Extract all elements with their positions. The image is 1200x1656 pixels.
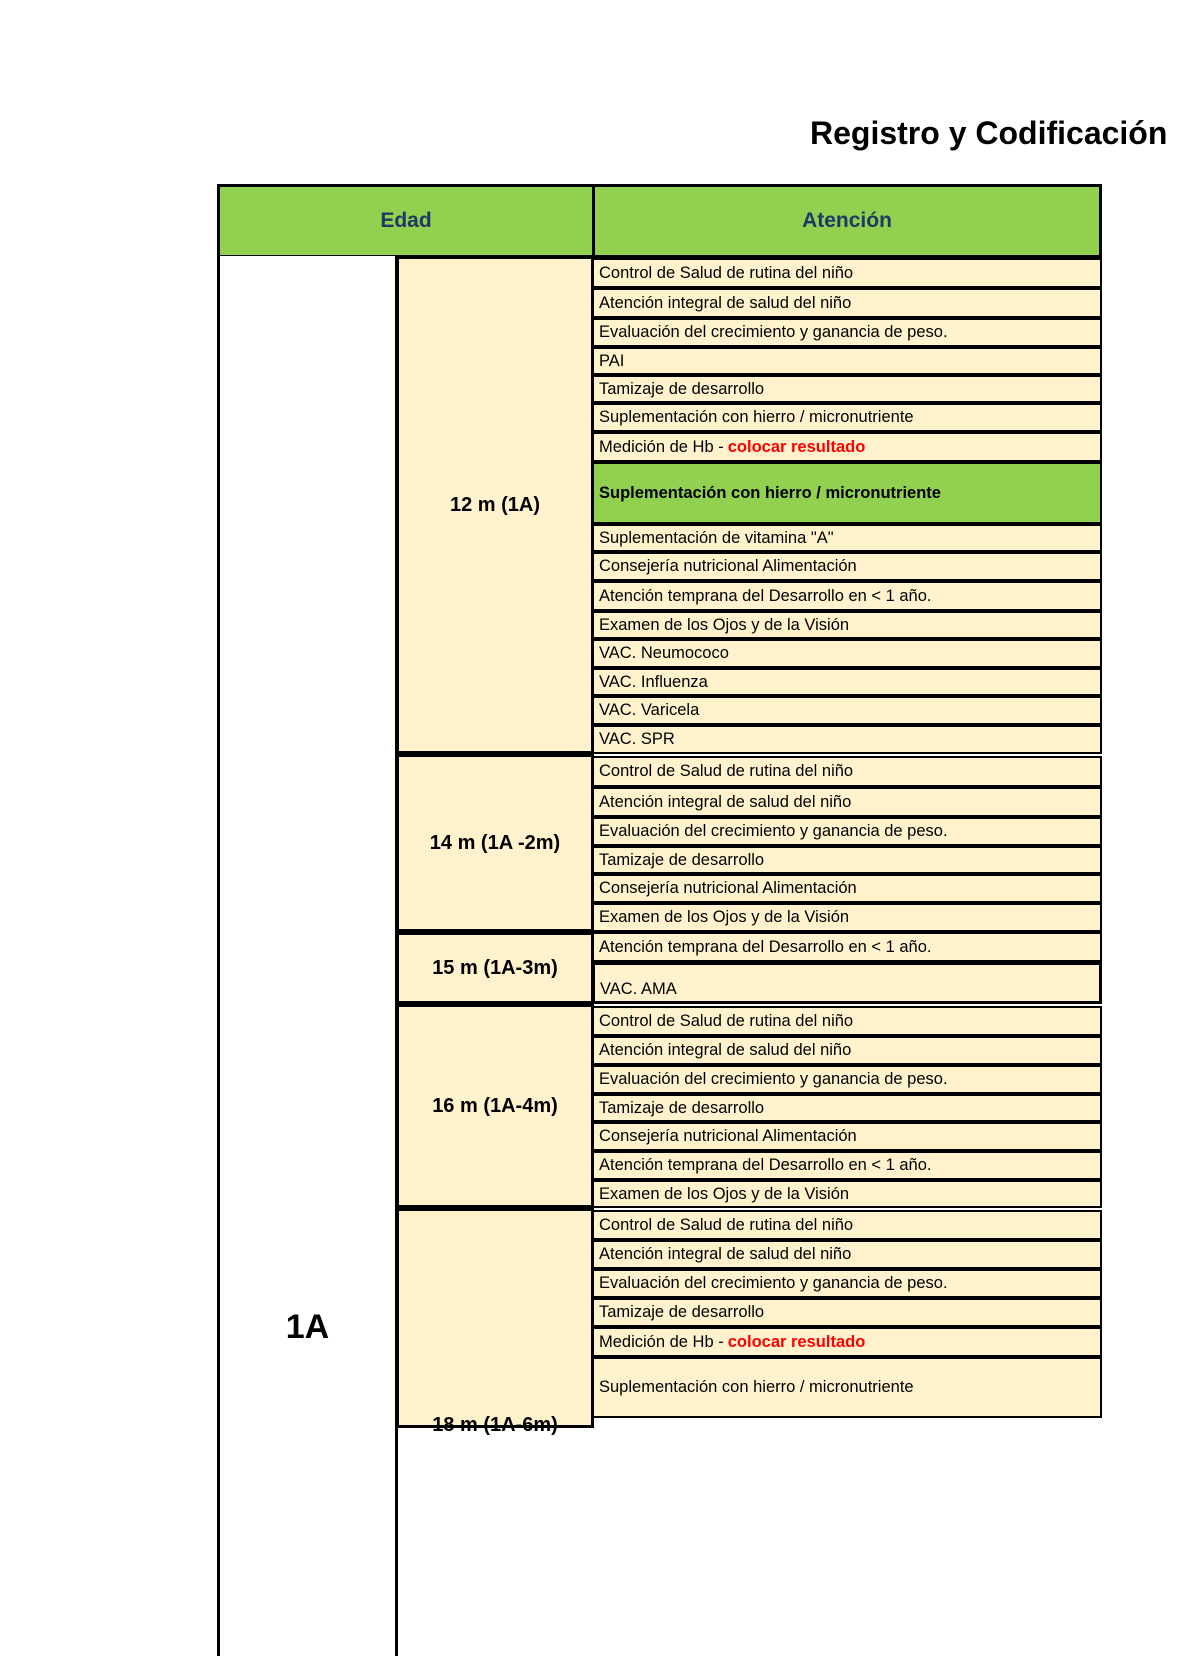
age-cell-18m [396, 1208, 594, 1436]
table-row: Atención integral de salud del niño [592, 288, 1102, 318]
table-row: Consejería nutricional Alimentación [592, 1122, 1102, 1151]
table-row: Control de Salud de rutina del niño [592, 756, 1102, 787]
table-row: VAC. Varicela [592, 696, 1102, 725]
table-row: VAC. AMA [592, 962, 1102, 1004]
table-row: VAC. Influenza [592, 668, 1102, 696]
table-row: Consejería nutricional Alimentación [592, 552, 1102, 581]
row-text: Medición de Hb - [599, 1332, 724, 1351]
table-row: Tamizaje de desarrollo [592, 375, 1102, 403]
table-row: Evaluación del crecimiento y ganancia de peso. [592, 318, 1102, 347]
table-row-hb [592, 432, 1102, 462]
table-row: Evaluación del crecimiento y ganancia de peso. [592, 1065, 1102, 1094]
group-column [217, 256, 398, 1656]
table-row: Control de Salud de rutina del niño [592, 258, 1102, 288]
table-row: Tamizaje de desarrollo [592, 1298, 1102, 1327]
header-edad: Edad [217, 184, 595, 258]
table-row: Examen de los Ojos y de la Visión [592, 903, 1102, 932]
age-cell-15m: 15 m (1A-3m) [396, 932, 594, 1004]
table-row: Suplementación con hierro / micronutriente [592, 403, 1102, 432]
header-atencion: Atención [592, 184, 1102, 258]
table-row: Atención temprana del Desarrollo en < 1 año. [592, 1151, 1102, 1180]
table-row: Atención integral de salud del niño [592, 787, 1102, 817]
age-cell-12m: 12 m (1A) [396, 256, 594, 754]
table-row: Suplementación con hierro / micronutriente [592, 1357, 1102, 1418]
table-row: Examen de los Ojos y de la Visión [592, 611, 1102, 639]
age-label-18m: 18 m (1A-6m) [432, 1414, 558, 1436]
table-row: Tamizaje de desarrollo [592, 846, 1102, 874]
table-row: PAI [592, 347, 1102, 375]
page-title: Registro y Codificación [810, 115, 1168, 151]
table-row: VAC. Neumococo [592, 639, 1102, 668]
table-row: VAC. SPR [592, 725, 1102, 754]
table-row-highlight: Suplementación con hierro / micronutriente [592, 462, 1102, 524]
result-note: colocar resultado [727, 437, 866, 456]
table-row: Suplementación de vitamina "A" [592, 524, 1102, 552]
result-note: colocar resultado [727, 1332, 866, 1351]
table-row: Evaluación del crecimiento y ganancia de peso. [592, 817, 1102, 846]
table-row: Tamizaje de desarrollo [592, 1094, 1102, 1122]
age-cell-16m: 16 m (1A-4m) [396, 1004, 594, 1208]
table-row: Atención integral de salud del niño [592, 1036, 1102, 1065]
table-row-hb [592, 1327, 1102, 1357]
age-cell-14m: 14 m (1A -2m) [396, 754, 594, 932]
group-label: 1A [285, 1308, 330, 1346]
table-row: Consejería nutricional Alimentación [592, 874, 1102, 903]
table-row: Atención integral de salud del niño [592, 1240, 1102, 1269]
table-row: Atención temprana del Desarrollo en < 1 año. [592, 581, 1102, 611]
table-row: Control de Salud de rutina del niño [592, 1006, 1102, 1036]
row-text: Medición de Hb - [599, 437, 724, 456]
table-row: Atención temprana del Desarrollo en < 1 año. [592, 932, 1102, 962]
table-row: Control de Salud de rutina del niño [592, 1210, 1102, 1240]
table-row: Evaluación del crecimiento y ganancia de peso. [592, 1269, 1102, 1298]
table-row: Examen de los Ojos y de la Visión [592, 1180, 1102, 1208]
